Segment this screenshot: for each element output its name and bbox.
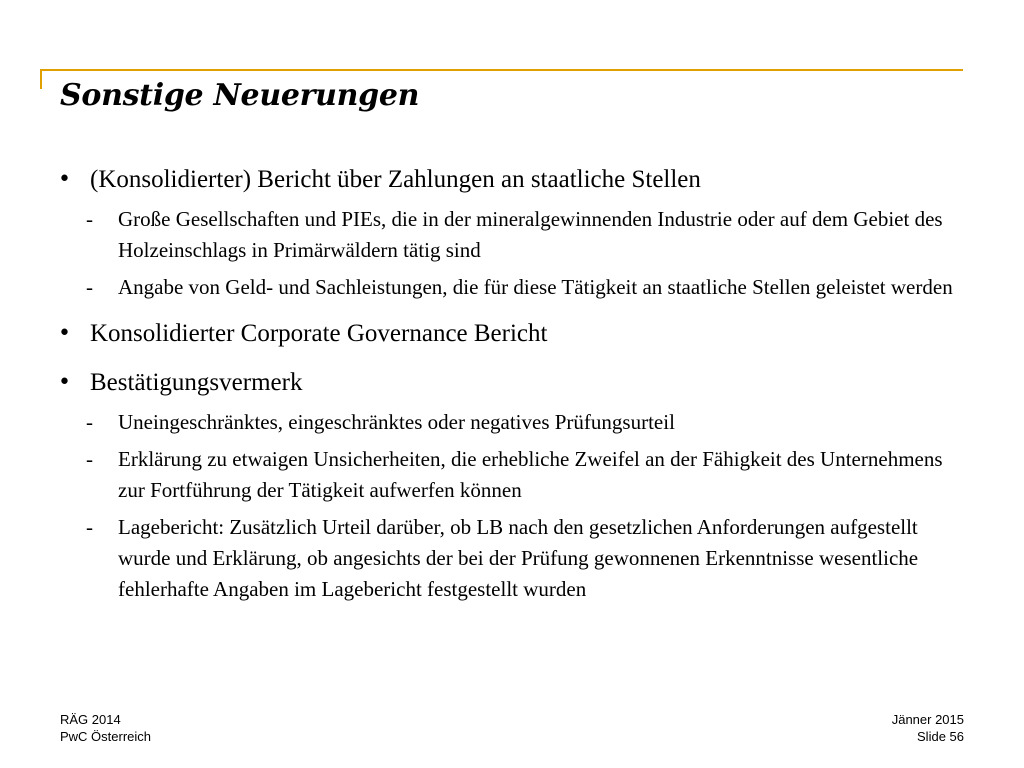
footer-topic: RÄG 2014 [60, 712, 121, 727]
sub-item [58, 204, 973, 266]
slide-title: Sonstige Neuerungen [60, 78, 420, 113]
sub-item [58, 444, 973, 506]
sub-item [58, 512, 973, 605]
bullet-icon: • [58, 370, 71, 395]
bullet-item [58, 162, 973, 303]
corner-accent-horizontal [40, 69, 963, 71]
bullet-icon: • [58, 321, 71, 346]
footer-left [60, 711, 151, 745]
sub-item [58, 272, 973, 303]
sub-item-text: Angabe von Geld- und Sachleistungen, die für diese Tätigkeit an staatliche Stellen geleistet werden [118, 275, 953, 299]
dash-icon: - [86, 275, 93, 299]
bullet-item [58, 365, 973, 605]
sub-item-text: Große Gesellschaften und PIEs, die in der mineralgewinnenden Industrie oder auf dem Gebiet des Holzeinschlags in Primärwäldern tätig sind [118, 207, 943, 262]
sub-item-text: Uneingeschränktes, eingeschränktes oder negatives Prüfungsurteil [118, 410, 675, 434]
corner-accent-vertical [40, 69, 42, 89]
sub-list [58, 204, 973, 303]
sub-item [58, 407, 973, 438]
bullet-icon: • [58, 167, 71, 192]
bullet-text: (Konsolidierter) Bericht über Zahlungen an staatliche Stellen [90, 166, 701, 193]
dash-icon: - [86, 410, 93, 434]
footer-right [892, 711, 964, 745]
dash-icon: - [86, 447, 93, 471]
footer-slide-number: Slide 56 [917, 729, 964, 744]
bullet-item [58, 316, 973, 352]
footer-date: Jänner 2015 [891, 712, 964, 727]
dash-icon: - [86, 515, 93, 539]
sub-item-text: Lagebericht: Zusätzlich Urteil darüber, ob LB nach den gesetzlichen Anforderungen aufgestellt wurde und Erklärung, ob angesichts der bei der Prüfung gewonnenen Erkenntnisse wesentliche fehlerhafte Angaben im Lagebericht festgestellt wurden [118, 515, 919, 601]
dash-icon: - [86, 207, 93, 231]
sub-item-text: Erklärung zu etwaigen Unsicherheiten, die erhebliche Zweifel an der Fähigkeit des Unternehmens zur Fortführung der Tätigkeit aufwerfen können [118, 447, 943, 502]
sub-list [58, 407, 973, 605]
bullet-text: Bestätigungsvermerk [90, 369, 303, 396]
bullet-text: Konsolidierter Corporate Governance Bericht [90, 320, 548, 347]
footer-company: PwC Österreich [60, 729, 152, 744]
bullet-list [58, 162, 973, 605]
